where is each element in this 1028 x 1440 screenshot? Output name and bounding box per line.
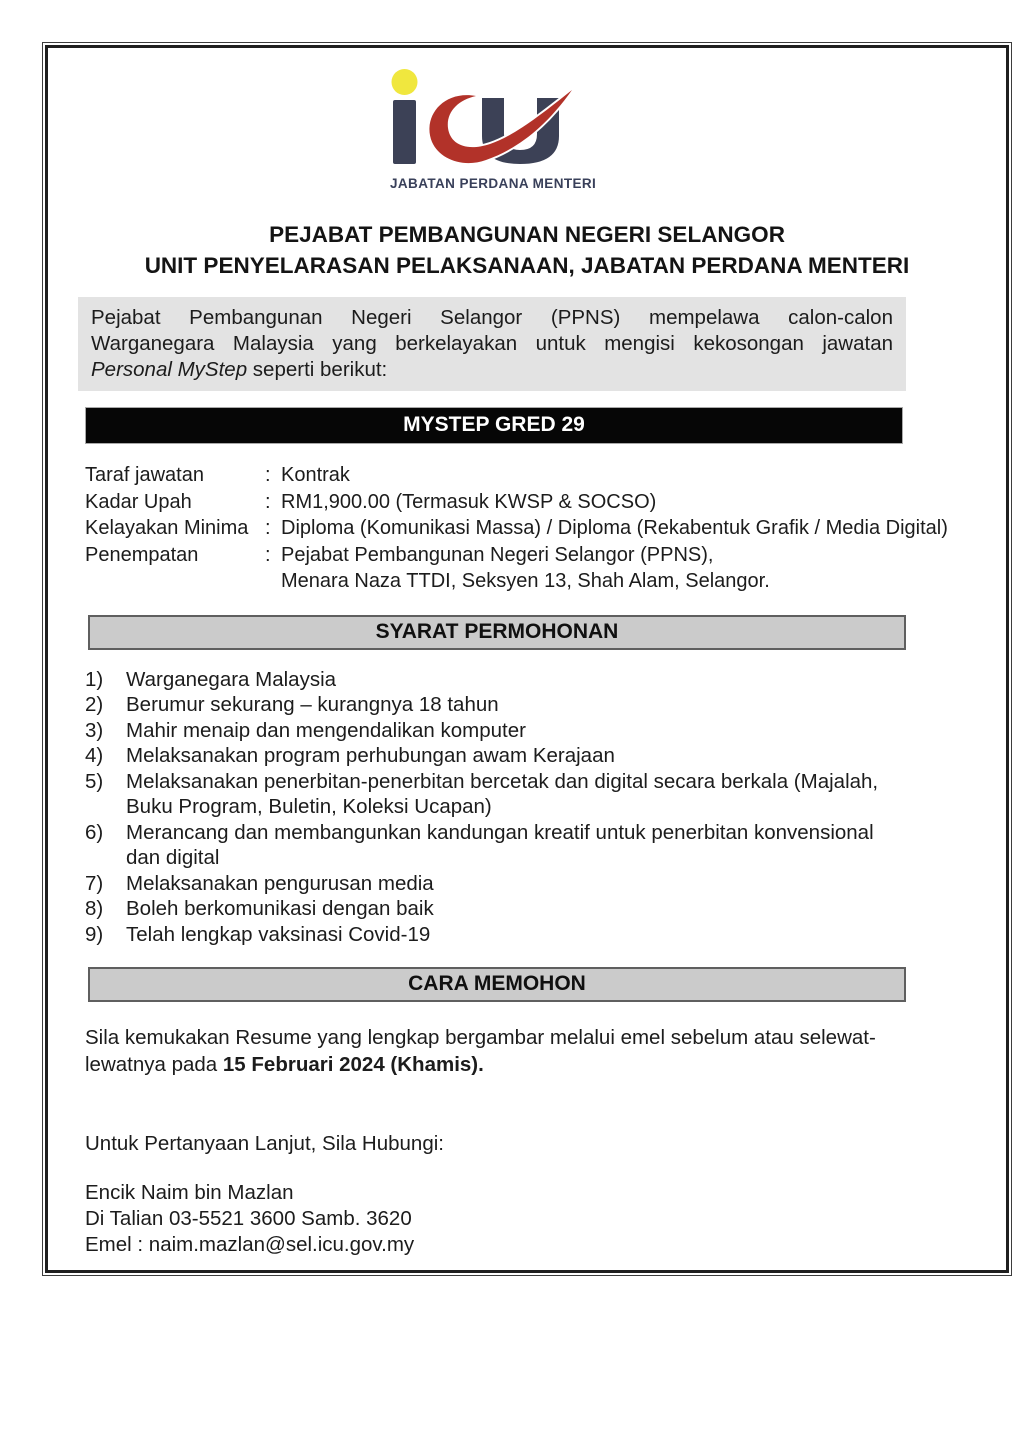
list-item-text bbox=[126, 769, 986, 820]
intro-line3-italic: Personal MyStep bbox=[91, 358, 248, 381]
list-item bbox=[85, 820, 986, 871]
list-item bbox=[85, 871, 986, 897]
list-item-number: 8) bbox=[85, 897, 104, 920]
list-item-number: 2) bbox=[85, 693, 104, 716]
contact-email: Emel : naim.mazlan@sel.icu.gov.my bbox=[85, 1233, 415, 1256]
job-details bbox=[85, 462, 1000, 595]
list-item-text: Melaksanakan pengurusan media bbox=[126, 871, 434, 895]
detail-value bbox=[281, 542, 1000, 595]
list-item-text: Mahir menaip dan mengendalikan komputer bbox=[126, 718, 526, 742]
intro-line1: Pejabat Pembangunan Negeri Selangor (PPNS) mempelawa calon-calon bbox=[91, 306, 893, 329]
list-item bbox=[85, 743, 986, 769]
list-item-text-line1: Melaksanakan penerbitan-penerbitan bercetak dan digital secara berkala (Majalah, bbox=[126, 769, 879, 793]
position-banner: MYSTEP GRED 29 bbox=[85, 407, 903, 444]
apply-line2-pre: lewatnya pada bbox=[85, 1053, 223, 1076]
apply-deadline: 15 Februari 2024 (Khamis). bbox=[222, 1053, 484, 1076]
intro-paragraph bbox=[78, 297, 906, 391]
list-item bbox=[85, 769, 986, 820]
list-item-text: Melaksanakan program perhubungan awam Kerajaan bbox=[126, 744, 615, 767]
intro-line3-rest: seperti berikut: bbox=[247, 358, 388, 381]
detail-value-line2: Menara Naza TTDI, Seksyen 13, Shah Alam, Selangor. bbox=[281, 570, 770, 592]
detail-value: Kontrak bbox=[281, 464, 350, 486]
section-title-syarat-permohonan: SYARAT PERMOHONAN bbox=[88, 615, 906, 650]
detail-value-line1: Pejabat Pembangunan Negeri Selangor (PPNS), bbox=[281, 543, 714, 566]
list-item bbox=[85, 692, 986, 718]
list-item-text: Berumur sekurang – kurangnya 18 tahun bbox=[126, 693, 499, 716]
detail-label: Taraf jawatan bbox=[85, 464, 204, 486]
apply-paragraph bbox=[85, 1024, 976, 1078]
list-item-number: 5) bbox=[85, 769, 104, 793]
detail-colon: : bbox=[265, 543, 271, 566]
list-item-number: 1) bbox=[85, 667, 104, 691]
contact-name: Encik Naim bin Mazlan bbox=[85, 1181, 294, 1204]
detail-label: Kadar Upah bbox=[85, 490, 192, 513]
list-item-text: Warganegara Malaysia bbox=[126, 667, 337, 691]
org-name-line1: PEJABAT PEMBANGUNAN NEGERI SELANGOR bbox=[269, 222, 785, 247]
list-item bbox=[85, 667, 986, 693]
contact-heading: Untuk Pertanyaan Lanjut, Sila Hubungi: bbox=[85, 1132, 444, 1155]
detail-colon: : bbox=[265, 464, 271, 486]
logo-i-dot bbox=[392, 69, 418, 95]
list-item-text bbox=[126, 820, 986, 871]
list-item-text-line2: dan digital bbox=[126, 846, 220, 869]
logo-i-stem bbox=[393, 100, 416, 164]
logo-caption: JABATAN PERDANA MENTERI bbox=[390, 176, 597, 191]
list-item-number: 4) bbox=[85, 744, 104, 767]
icu-logo bbox=[390, 62, 597, 191]
intro-line3 bbox=[91, 357, 893, 383]
list-item-number: 3) bbox=[85, 718, 104, 742]
list-item-text-line2: Buku Program, Buletin, Koleksi Ucapan) bbox=[126, 795, 492, 818]
list-item bbox=[85, 718, 986, 744]
requirements-list bbox=[85, 667, 986, 948]
intro-line2: Warganegara Malaysia yang berkelayakan untuk mengisi kekosongan jawatan bbox=[91, 332, 893, 355]
detail-row-penempatan bbox=[85, 542, 1000, 595]
detail-label: Penempatan bbox=[85, 543, 199, 566]
detail-row-kadar-upah bbox=[85, 489, 1000, 516]
apply-line1: Sila kemukakan Resume yang lengkap bergambar melalui emel sebelum atau selewat- bbox=[85, 1026, 876, 1049]
list-item-number: 7) bbox=[85, 871, 104, 895]
section-title-cara-memohon: CARA MEMOHON bbox=[88, 967, 906, 1002]
detail-row-kelayakan-minima bbox=[85, 515, 1000, 542]
detail-value: RM1,900.00 (Termasuk KWSP & SOCSO) bbox=[281, 490, 657, 513]
detail-colon: : bbox=[265, 517, 271, 539]
list-item bbox=[85, 896, 986, 922]
org-name-line2: UNIT PENYELARASAN PELAKSANAAN, JABATAN PERDANA MENTERI bbox=[144, 253, 910, 278]
contact-phone: Di Talian 03-5521 3600 Samb. 3620 bbox=[85, 1207, 412, 1230]
list-item-number: 9) bbox=[85, 922, 104, 946]
detail-label: Kelayakan Minima bbox=[85, 517, 249, 539]
apply-line2 bbox=[85, 1051, 976, 1078]
icu-logo-mark bbox=[390, 62, 580, 168]
list-item-text: Telah lengkap vaksinasi Covid-19 bbox=[126, 922, 431, 946]
org-header bbox=[48, 219, 1006, 281]
list-item bbox=[85, 922, 986, 948]
document-frame bbox=[45, 45, 1009, 1273]
detail-colon: : bbox=[265, 490, 271, 513]
detail-row-taraf-jawatan bbox=[85, 462, 1000, 489]
contact-block bbox=[85, 1180, 1006, 1258]
detail-value: Diploma (Komunikasi Massa) / Diploma (Rekabentuk Grafik / Media Digital) bbox=[281, 517, 948, 539]
list-item-number: 6) bbox=[85, 820, 104, 844]
list-item-text-line1: Merancang dan membangunkan kandungan kreatif untuk penerbitan konvensional bbox=[126, 820, 874, 844]
list-item-text: Boleh berkomunikasi dengan baik bbox=[126, 897, 434, 920]
